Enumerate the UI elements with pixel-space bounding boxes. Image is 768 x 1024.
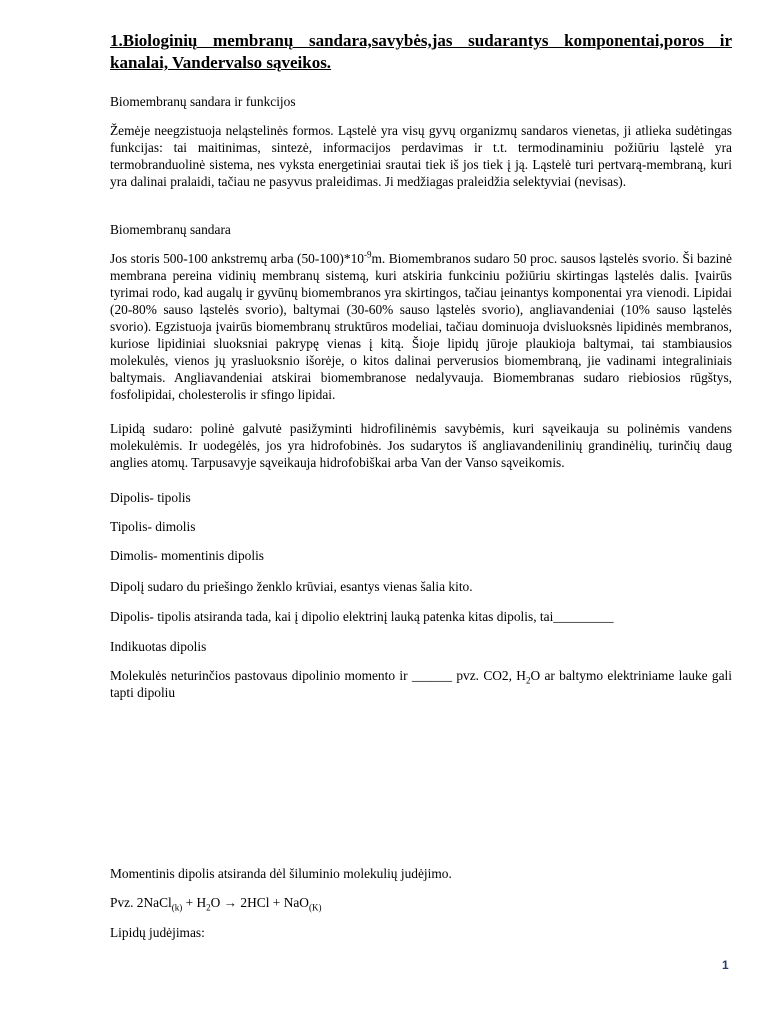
dipole-line-4: Dipolį sudaro du priešingo ženklo krūviai, esantys vienas šalia kito. xyxy=(110,579,473,594)
reaction-mid: + H xyxy=(182,895,207,910)
document-title: 1.Biologinių membranų sandara,savybės,jas sudarantys komponentai,poros ir kanalai, Vandervalso sąveikos. xyxy=(110,31,732,72)
reaction-prefix: Pvz. 2NaCl xyxy=(110,895,172,910)
section-subtitle: Biomembranų sandara ir funkcijos xyxy=(110,94,296,109)
reaction-example xyxy=(110,894,321,911)
page-number: 1 xyxy=(722,958,729,972)
subscript: 2 xyxy=(525,675,531,686)
dipole-line-1: Dipolis- tipolis xyxy=(110,490,191,505)
paragraph-induced xyxy=(110,667,732,701)
dipole-line-2: Tipolis- dimolis xyxy=(110,519,196,534)
reaction-sub-2: 2 xyxy=(206,902,211,913)
dipole-line-3: Dimolis- momentinis dipolis xyxy=(110,548,264,563)
induced-dipole-heading: Indikuotas dipolis xyxy=(110,639,207,654)
reaction-sub-3: (K) xyxy=(308,902,322,913)
paragraph-structure-part-b: m. Biomembranos sudaro 50 proc. sausos ląstelės svorio. Ši bazinė membrana pereina vidinių membranų sistemą, kuri atskiria funkciniu požiūriu skirtingas ląstelės dalis. Įvairūs tyrimai rodo, kad augalų ir gyvūnų biomembranos yra skirtingos, tačiau įeinantys komponentai yra vienodi. Lipidai (20-80% sauso ląstelės svorio), baltymai (30-60% sauso ląstelės svorio), angliavandeniai (10% sauso ląstelės svorio). Egzistuoja įvairūs biomembranų struktūros modeliai, tačiau dominuoja dvisluoksnės lipidinės membranos, kuriose lipidiniai sluoksniai pakrypę vienas į kitą. Šioje lipidų jūroje plaukioja baltymai, tai stambiausios molekulės, vienos jų yrasluoksnio išorėje, o kitos dalinai perverusios biomembraną, jie vadinami integraliniais baltymais. Angliavandeniai atskirai biomembranose nedalyvauja. Biomembranas sudaro riebiosios rūgštys, fosfolipidai, cholesterolis ir sfingo lipidai. xyxy=(110,251,732,402)
paragraph-structure xyxy=(110,250,732,403)
section-heading-structure: Biomembranų sandara xyxy=(110,222,231,237)
exponent: -9 xyxy=(363,249,372,260)
lipid-motion-heading: Lipidų judėjimas: xyxy=(110,925,205,940)
paragraph-intro: Žemėje neegzistuoja neląstelinės formos. Ląstelė yra visų gyvų organizmų sandaros vienetas, ji atlieka sudėtingas funkcijas: tai maitinimas, sintezė, informacijos perdavimas ir t.t. termodinaminiu požiūriu ląstelė yra termobranduolinė sistema, nes vyksta energetiniai srautai tiek iš jos tiek į ją. Ląstelė turi pertvarą-membraną, kuri yra dalinai pralaidi, tačiau ne pasyvus praleidimas. Ji medžiagas praleidžia selektyviai (nevisas). xyxy=(110,123,732,189)
paragraph-induced-part-a: Molekulės neturinčios pastovaus dipolinio momento ir ______ pvz. CO2, H xyxy=(110,668,526,683)
reaction-sub-1: (k) xyxy=(171,902,183,913)
paragraph-induced-part-b: O ar baltymo elektriniame lauke gali tapti dipoliu xyxy=(110,668,732,700)
dipole-line-5: Dipolis- tipolis atsiranda tada, kai į dipolio elektrinį lauką patenka kitas dipolis, tai_________ xyxy=(110,609,614,624)
paragraph-lipid: Lipidą sudaro: polinė galvutė pasižyminti hidrofilinėmis savybėmis, kuri sąveikauja su polinėmis vandens molekulėmis. Ir uodegėlės, jos yra hidrofobinės. Jos sudarytos iš angliavandenilinių grandinėlių, turinčių daug anglies atomų. Tarpusavyje sąveikauja hidrofobiškai arba Van der Vanso sąveikomis. xyxy=(110,421,732,470)
reaction-rest: O → 2HCl + NaO xyxy=(210,895,309,910)
paragraph-structure-part-a: Jos storis 500-100 ankstremų arba (50-100)*10 xyxy=(110,251,364,266)
document-page xyxy=(110,0,732,1024)
momentary-dipole-line: Momentinis dipolis atsiranda dėl šiluminio molekulių judėjimo. xyxy=(110,866,452,881)
